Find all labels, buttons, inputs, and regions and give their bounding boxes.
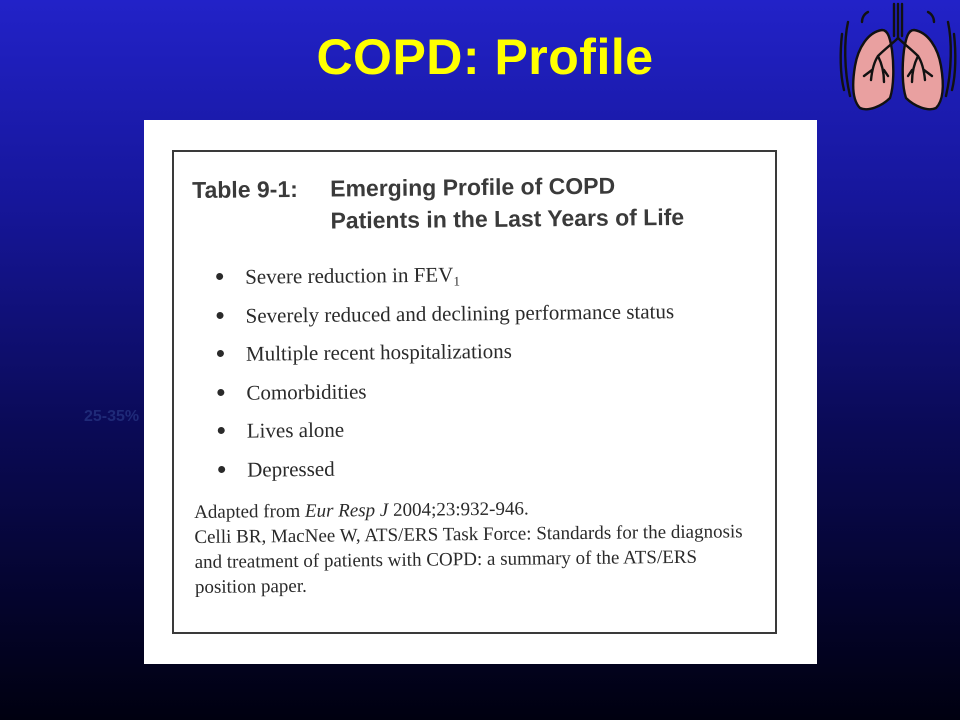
table-title-line1: Emerging Profile of COPD — [330, 172, 616, 202]
profile-list — [216, 257, 676, 493]
table-title-line2: Patients in the Last Years of Life — [330, 203, 685, 234]
list-item — [218, 411, 676, 454]
list-item — [217, 373, 675, 416]
citation: Celli BR, MacNee W, ATS/ERS Task Force: Standards for the diagnosis and treatment of patients with COPD: a summary of the ATS/ERS position paper. — [194, 521, 743, 598]
lungs-icon — [838, 0, 958, 118]
scanned-table-image — [144, 120, 817, 664]
list-item-text: Severely reduced and declining performance status — [245, 298, 675, 328]
list-item — [218, 450, 676, 493]
bullet-icon — [218, 427, 225, 434]
journal-reference: 2004;23:932-946. — [388, 498, 529, 521]
list-item — [216, 257, 674, 300]
list-item-text: Multiple recent hospitalizations — [245, 338, 513, 366]
subscript: 1 — [453, 273, 460, 289]
list-item-text: Comorbidities — [246, 378, 367, 405]
bullet-icon — [217, 388, 224, 395]
table-frame — [172, 150, 777, 634]
bullet-icon — [217, 350, 224, 357]
list-item-text: Depressed — [247, 456, 335, 482]
bullet-icon — [216, 273, 223, 280]
list-item-text: Lives alone — [246, 417, 345, 443]
table-number: Table 9-1: — [192, 175, 298, 203]
source-prefix: Adapted from — [194, 500, 306, 523]
slide-title: COPD: Profile — [316, 29, 654, 85]
faded-percentage-label: 25-35% — [84, 408, 140, 425]
source-note — [194, 494, 755, 600]
bullet-icon — [217, 311, 224, 318]
bullet-icon — [218, 465, 225, 472]
table-heading — [192, 169, 684, 238]
list-item — [217, 334, 675, 377]
list-item-text: Severe reduction in FEV — [245, 262, 454, 289]
list-item — [216, 296, 674, 339]
journal-name: Eur Resp J — [304, 499, 389, 522]
